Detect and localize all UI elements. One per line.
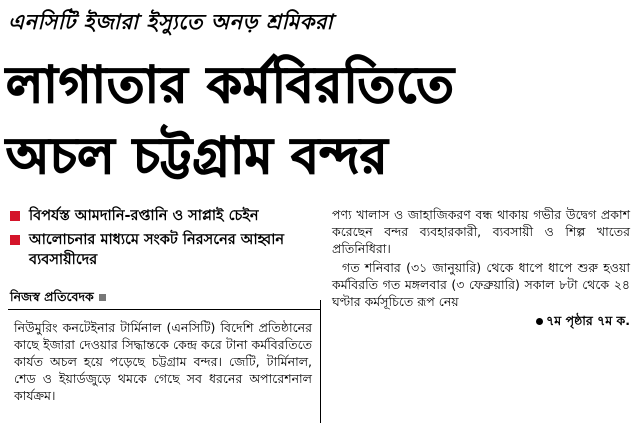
divider-vertical xyxy=(320,300,321,423)
grey-square-marker-icon xyxy=(99,294,106,301)
black-dot-marker-icon xyxy=(536,318,543,325)
byline-text: নিজস্ব প্রতিবেদক xyxy=(10,289,94,304)
continuation-note xyxy=(332,312,630,329)
headline-line-2: অচল চট্টগ্রাম বন্দর xyxy=(6,127,389,185)
headline-line-1: লাগাতার কর্মবিরতিতে xyxy=(6,56,455,114)
article-paragraph: পণ্য খালাস ও জাহাজিকরণ বন্ধ থাকায় গভীর উদ্বেগ প্রকাশ করেছেন বন্দর ব্যবহারকারী, ব্যবসায়ী ও শিল্প খাতের প্রতিনিধিরা। xyxy=(332,207,630,256)
article-body-left: নিউমুরিং কনটেইনার টার্মিনাল (এনসিটি) বিদেশি প্রতিষ্ঠানের কাছে ইজারা দেওয়ার সিদ্ধান্তকে কেন্দ্র করে টানা কর্মবিরতিতে কার্যত অচল হয়ে পড়েছে চট্টগ্রাম বন্দর। জেটি, টার্মিনাল, শেড ও ইয়ার্ডজুড়ে থমকে গেছে সব ধরনের অপারেশনাল কার্যক্রম। xyxy=(14,320,312,403)
byline xyxy=(10,289,106,309)
article-body-right xyxy=(332,206,630,329)
highlight-text: আলোচনার মাধ্যমে সংকট নিরসনের আহ্বান ব্যবসায়ীদের xyxy=(29,232,285,268)
continuation-text: ৭ম পৃষ্ঠার ৭ম ক. xyxy=(546,313,630,328)
article-paragraph: গত শনিবার (৩১ জানুয়ারি) থেকে ধাপে ধাপে শুরু হওয়া কর্মবিরতি গত মঙ্গলবার (৩ ফেব্রুয়ারি) সকাল ৮টা থেকে ২৪ ঘণ্টার কর্মসূচিতে রূপ নেয় xyxy=(332,260,630,309)
red-square-bullet-icon xyxy=(10,211,20,221)
red-square-bullet-icon xyxy=(10,235,20,245)
highlights-list xyxy=(8,206,320,274)
highlight-text: বিপর্যস্ত আমদানি-রপ্তানি ও সাপ্লাই চেইন xyxy=(29,208,259,224)
divider-horizontal xyxy=(8,309,320,310)
kicker: এনসিটি ইজারা ইস্যুতে অনড় শ্রমিকরা xyxy=(8,10,334,34)
highlight-item xyxy=(8,230,320,270)
highlight-item xyxy=(8,206,320,226)
